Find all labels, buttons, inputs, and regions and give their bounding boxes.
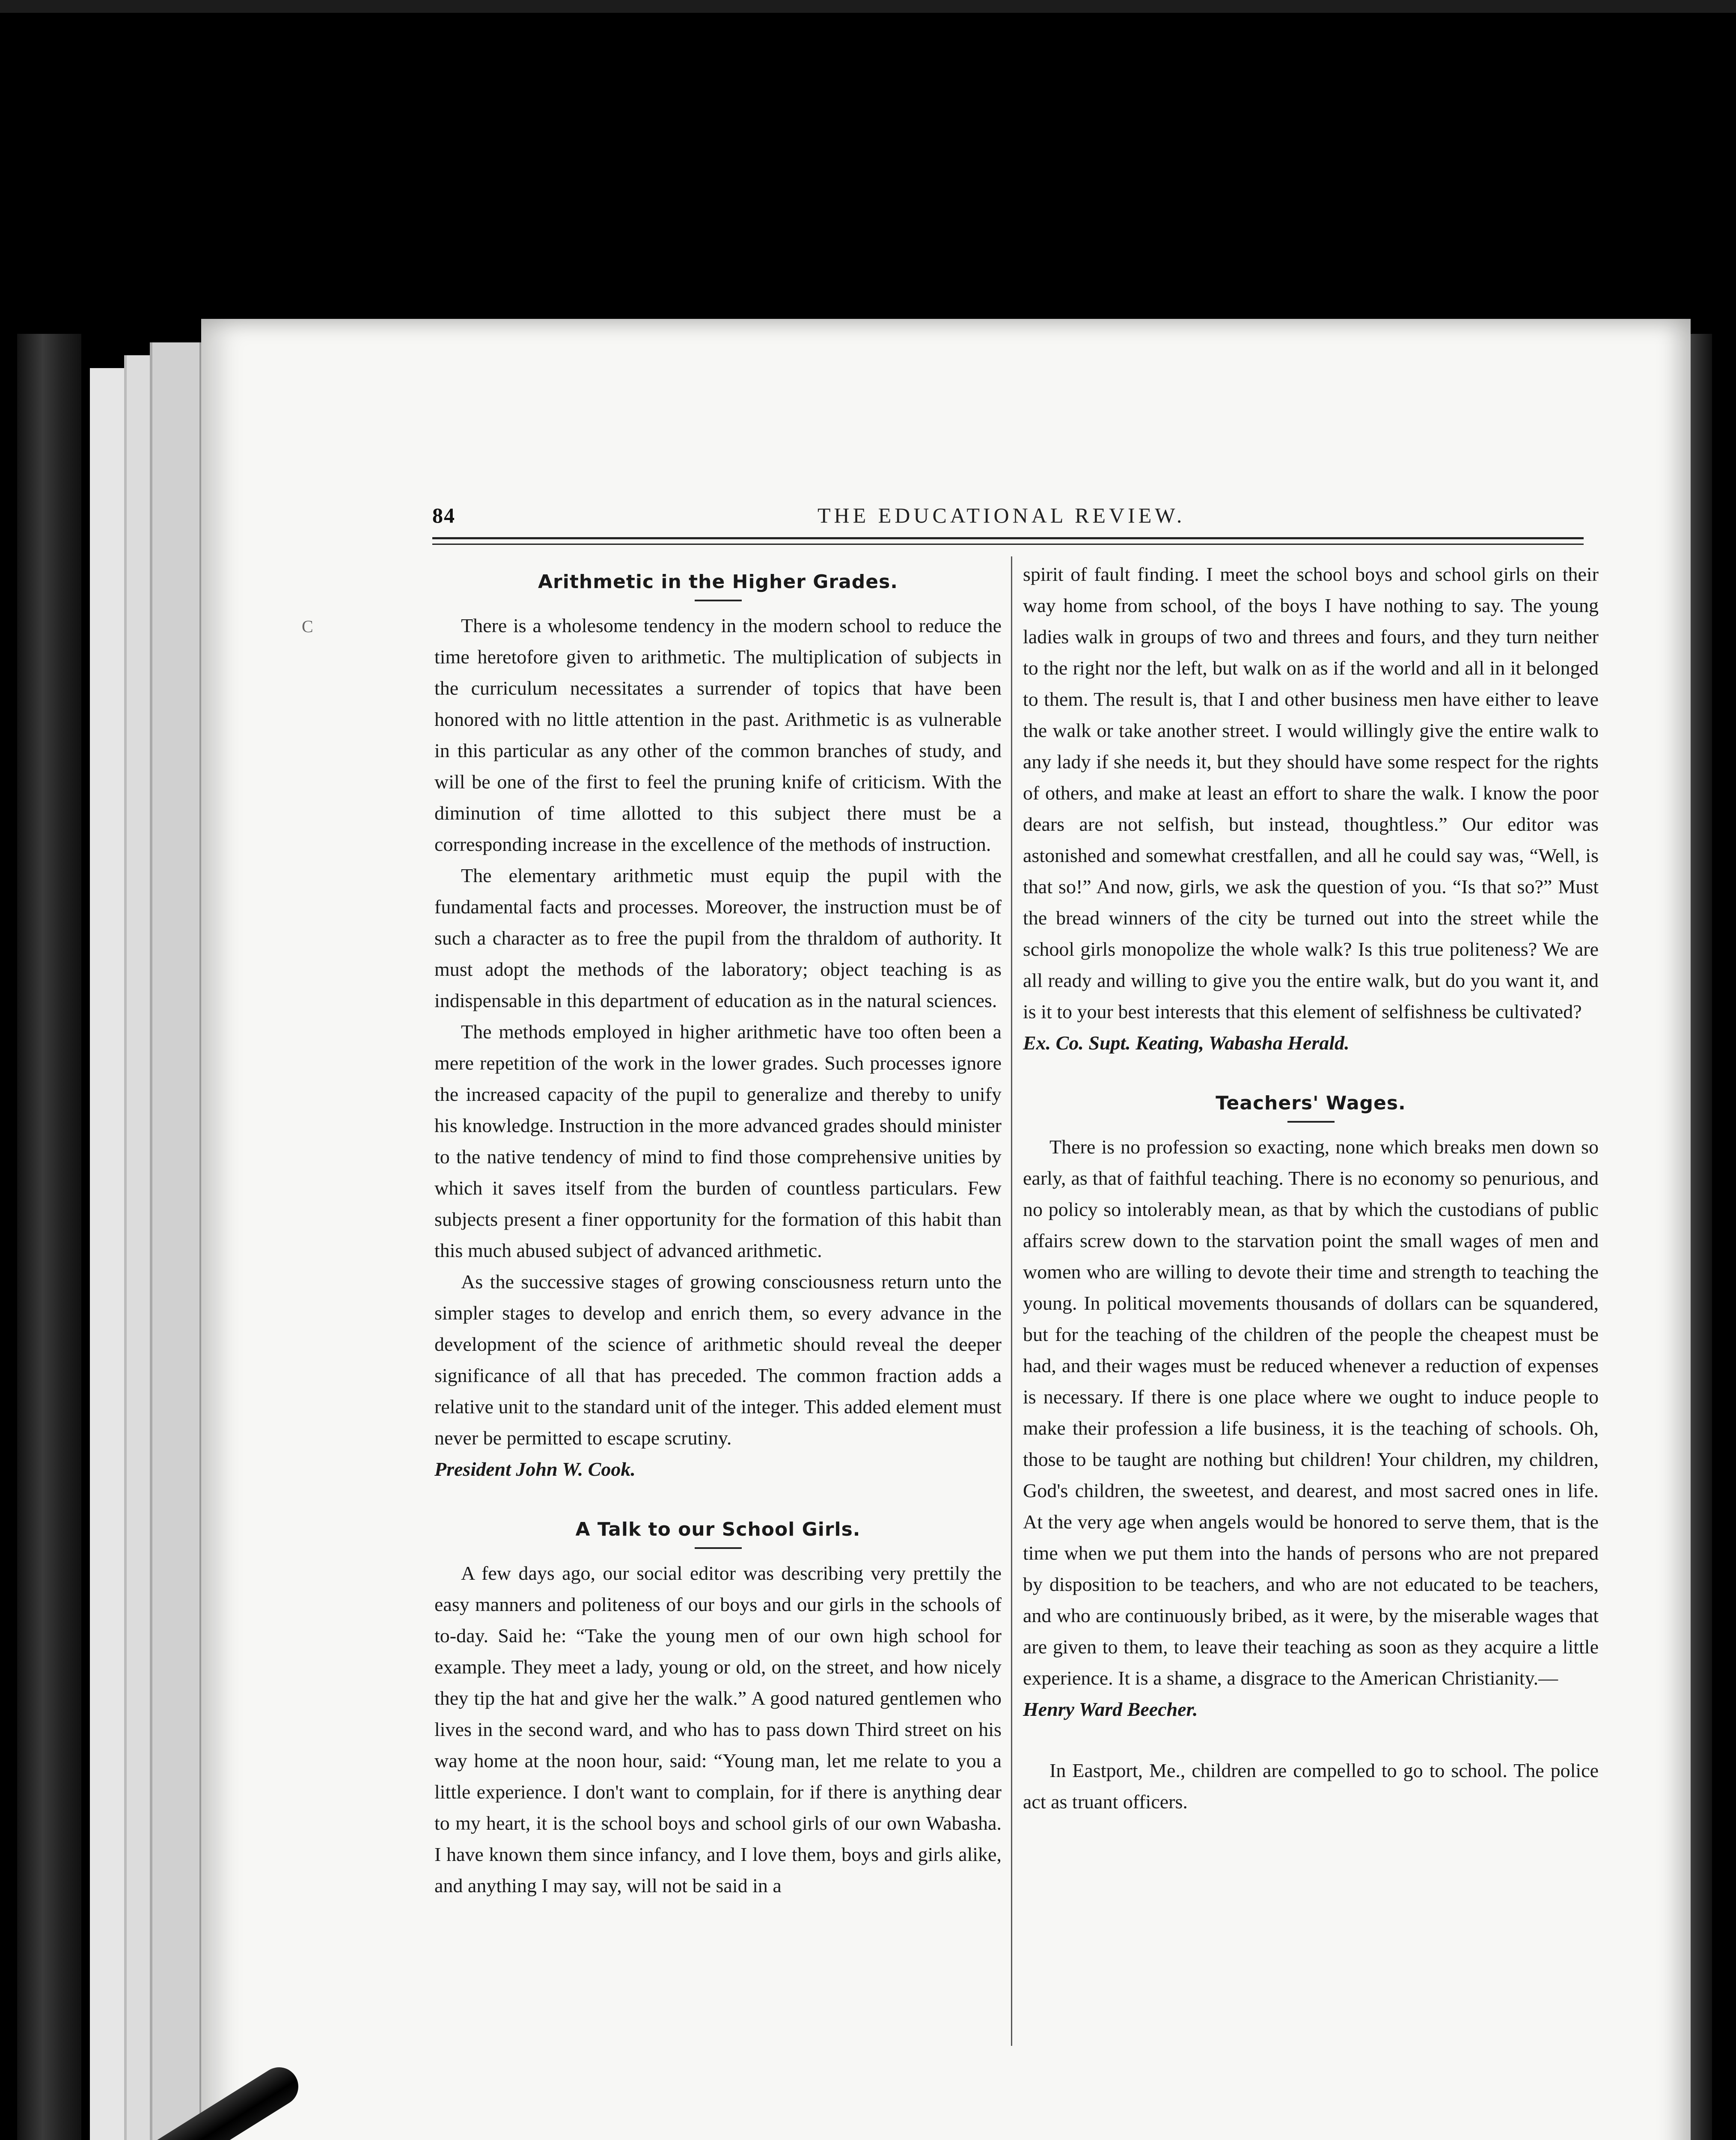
article-title: A Talk to our School Girls. [575, 1519, 861, 1540]
title-rule [695, 1547, 742, 1549]
paragraph-continued: spirit of fault finding. I meet the school boys and school girls on their way home from school, of the boys I have nothing to say. The young ladies walk in groups of two and threes and fours, and they turn neither to the right nor the left, but walk on as if the world and all in it belonged to them. The result is, that I and other business men have either to leave the walk or take another street. I would willingly give the entire walk to any lady if she needs it, but they should have some respect for the rights of others, and make at least an effort to share the walk. I know the poor dears are not selfish, but instead, thoughtless.” Our editor was astonished and somewhat crestfallen, and all he could say was, “Well, is that so!” And now, girls, we ask the question of you. “Is that so?” Must the bread winners of the city be turned out into the street while the school girls monopolize the whole walk? Is this true politeness? We are all ready and willing to give you the entire walk, but do you want it, and is it to your best interests that this element of selfishness be cultivated? [1023, 563, 1599, 1022]
signature: Henry Ward Beecher. [1023, 1698, 1198, 1720]
page-edge [124, 355, 152, 2140]
page-edge [150, 342, 203, 2140]
paragraph: There is no profession so exacting, none which breaks men down so early, as that of faithful teaching. There is no economy so penurious, and no policy so intolerably mean, as that by which the custodians of public affairs screw down to the starvation point the small wages of men and women who are willing to devote their time and strength to teaching the young. In political movements thousands of dollars can be squandered, but for the teaching of the children of the people the cheapest must be had, and their wages must be reduced whenever a reduction of expenses is necessary. If there is one place where we ought to induce people to make their profession a life business, it is the teaching of schools. Oh, those to be taught are nothing but children! Your children, my children, God's children, the sweetest, and dearest, and most sacred ones in life. At the very age when angels would be honored to serve them, that is the time when we put them into the hands of persons who are not prepared by disposition to be teachers, and who are not educated to be teachers, and who are continuously bribed, as it were, by the miserable wages that are given to them, to leave their teaching as soon as they acquire a little experience. It is a shame, a disgrace to the American Christianity.— [1023, 1136, 1599, 1689]
page-number: 84 [432, 503, 455, 527]
article-title: Teachers' Wages. [1216, 1092, 1406, 1114]
signature: Ex. Co. Supt. Keating, Wabasha Herald. [1023, 1032, 1350, 1054]
paragraph: A few days ago, our social editor was describing very prettily the easy manners and politeness of our boys and our girls in the schools of to-day. Said he: “Take the young men of our own high school for example. They meet a lady, young or old, on the street, and how nicely they tip the hat and give her the walk.” A good natured gentlemen who lives in the second ward, and who has to pass down Third street on his way home at the noon hour, said: “Young man, let me relate to you a little experience. I don't want to complain, for if there is anything dear to my heart, it is the school boys and school girls of our own Wabasha. I have known them since infancy, and I love them, boys and girls alike, and anything I may say, will not be said in a [434, 1562, 1002, 1896]
signature: President John W. Cook. [434, 1458, 636, 1480]
article-title: Arithmetic in the Higher Grades. [538, 571, 898, 593]
paragraph: The methods employed in higher arithmetic have too often been a mere repetition of the work in the lower grades. Such processes ignore the increased capacity of the pupil to generalize and thereby to unify his knowledge. Instruction in the more advanced grades should minister to the native tendency of mind to find those comprehensive unities by which it saves itself from the burden of countless particulars. Few subjects present a finer opportunity for the formation of this habit than this much abused subject of advanced arithmetic. [434, 1021, 1002, 1261]
left-column [434, 567, 1002, 1901]
book-binding [17, 334, 81, 2140]
header-rule [432, 544, 1584, 545]
section-gap [1023, 1725, 1599, 1755]
title-rule [695, 600, 742, 601]
paragraph: As the successive stages of growing consciousness return unto the simpler stages to develop and enrich them, so every advance in the development of the science of arithmetic should reveal the deeper significance of all that has preceded. The common fraction adds a relative unit to the standard unit of the integer. This added element must never be permitted to escape scrutiny. [434, 1271, 1002, 1449]
margin-mark: C [302, 617, 313, 636]
running-head: THE EDUCATIONAL REVIEW. [817, 503, 1186, 527]
film-border-top [0, 0, 1736, 13]
column-divider [1011, 556, 1012, 2046]
section-gap [434, 1485, 1002, 1515]
paragraph: There is a wholesome tendency in the modern school to reduce the time heretofore given to arithmetic. The multiplication of subjects in the curriculum necessitates a surrender of topics that have been honored with no little attention in the past. Arithmetic is as vulnerable in this particular as any other of the common branches of study, and will be one of the first to feel the pruning knife of criticism. With the diminution of time allotted to this subject there must be a corresponding increase in the excellence of the methods of instruction. [434, 615, 1002, 855]
title-rule [1287, 1121, 1335, 1123]
right-column [1023, 559, 1599, 1817]
page-edge [90, 368, 124, 2140]
paragraph: In Eastport, Me., children are compelled to go to school. The police act as truant officers. [1023, 1760, 1599, 1813]
header-rule [432, 537, 1584, 539]
paragraph: The elementary arithmetic must equip the pupil with the fundamental facts and processes. Moreover, the instruction must be of such a character as to free the pupil from the thraldom of authority. It must adopt the methods of the laboratory; object teaching is as indispensable in this department of education as in the natural sciences. [434, 865, 1002, 1011]
section-gap [1023, 1058, 1599, 1088]
